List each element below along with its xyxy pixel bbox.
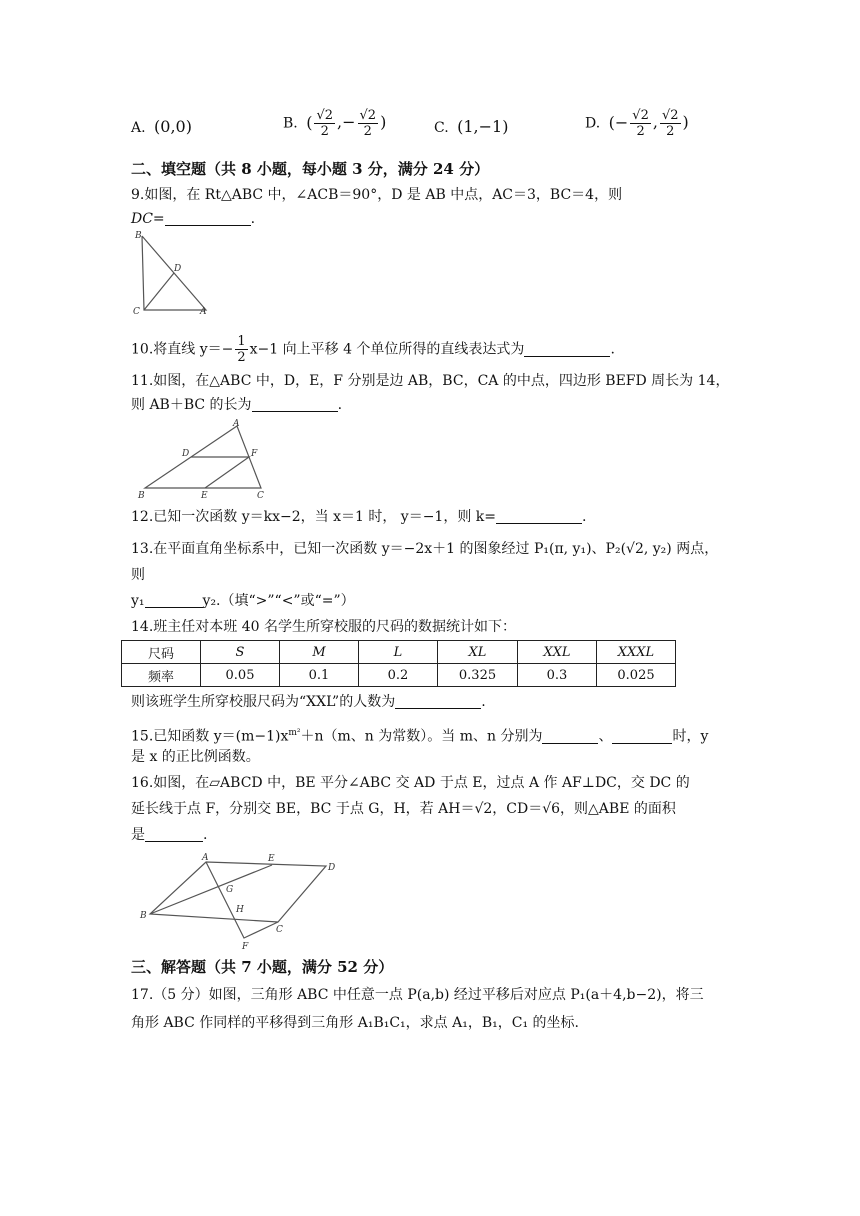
option-c xyxy=(434,118,508,137)
q11-label-b: B xyxy=(138,491,145,500)
q9-period: . xyxy=(250,211,256,227)
q17-line2: 角形 ABC 作同样的平移得到三角形 A₁B₁C₁，求点 A₁，B₁，C₁ 的坐标. xyxy=(131,1015,579,1031)
frac-den: 2 xyxy=(363,124,372,139)
q14-after xyxy=(131,693,486,711)
frac-den: 2 xyxy=(237,350,246,365)
q16-label-f: F xyxy=(242,942,249,952)
q12-period: . xyxy=(582,509,587,525)
frac-num: √2 xyxy=(661,108,679,123)
q12-answer-blank[interactable] xyxy=(496,509,582,524)
q16-label-b: B xyxy=(140,911,147,921)
option-d-close: ) xyxy=(682,112,689,132)
option-b-close: ) xyxy=(380,112,387,132)
q10-frac xyxy=(235,334,247,365)
frac-den: 2 xyxy=(636,124,645,139)
option-b-label: B. xyxy=(283,115,298,132)
table-row xyxy=(122,664,676,687)
q16-answer-blank[interactable] xyxy=(145,827,203,842)
q13-line2: 则 xyxy=(131,567,145,583)
option-b-frac2 xyxy=(358,108,379,139)
q16-line2: 延长线于点 F，分别交 BE，BC 于点 G，H，若 AH＝√2，CD＝√6，则△ABE 的面积 xyxy=(131,801,676,817)
option-a-text: (0,0) xyxy=(154,117,192,136)
q11-line2-text: 则 AB＋BC 的长为 xyxy=(131,397,252,413)
q16-label-d: D xyxy=(328,863,336,873)
q14-intro: 14.班主任对本班 40 名学生所穿校服的尺码的数据统计如下： xyxy=(131,619,516,635)
q15-text-c: 时，y xyxy=(672,728,709,745)
frac-num: 1 xyxy=(237,334,246,349)
q15-text-b: ＋n（m、n 为常数）。当 m、n 分别为 xyxy=(300,728,543,745)
q16-label-e: E xyxy=(268,854,275,864)
option-b xyxy=(283,108,386,139)
q11-label-c: C xyxy=(257,491,264,500)
option-c-text: (1,−1) xyxy=(457,117,509,136)
option-d-label: D. xyxy=(585,115,601,132)
q11-line2 xyxy=(131,396,342,414)
q14-after-text: 则该班学生所穿校服尺码为“XXL”的人数为 xyxy=(131,694,396,710)
table-cell: 0.325 xyxy=(438,664,518,687)
q11-label-d: D xyxy=(182,449,190,459)
table-cell: 0.1 xyxy=(280,664,359,687)
q13-y1: y₁ xyxy=(131,593,145,609)
option-b-frac1 xyxy=(314,108,335,139)
q15-text-a: 15.已知函数 y＝(m−1)x xyxy=(131,728,289,745)
q9-line2 xyxy=(131,210,255,228)
option-c-label: C. xyxy=(434,120,449,136)
q11-answer-blank[interactable] xyxy=(252,397,338,412)
option-d-comma: , xyxy=(652,112,658,132)
frac-den: 2 xyxy=(666,124,675,139)
q15-line1 xyxy=(131,724,708,746)
option-d-frac2 xyxy=(660,108,681,139)
q10-suffix: x−1 向上平移 4 个单位所得的直线表达式为 xyxy=(249,341,525,358)
q13-y2-hint: y₂.（填“>”“<”或“=”） xyxy=(202,593,355,609)
q16-label-a: A xyxy=(202,853,209,863)
q9-label-b: B xyxy=(135,231,142,241)
q16-line1: 16.如图，在▱ABCD 中，BE 平分∠ABC 交 AD 于点 E，过点 A 作 AF⊥DC，交 DC 的 xyxy=(131,775,690,791)
q16-label-c: C xyxy=(276,925,283,935)
table-header-cell: XL xyxy=(438,641,518,664)
q13-line1: 13.在平面直角坐标系中，已知一次函数 y＝−2x＋1 的图象经过 P₁(π, y₁)、P₂(√2, y₂) 两点， xyxy=(131,541,719,557)
q9-dc-label: DC= xyxy=(131,211,165,227)
q10-line xyxy=(131,334,615,365)
q12-text: 12.已知一次函数 y＝kx−2，当 x＝1 时， y＝−1，则 k= xyxy=(131,509,497,525)
table-cell: 频率 xyxy=(122,664,201,687)
table-cell: 0.05 xyxy=(201,664,280,687)
q13-answer-blank[interactable] xyxy=(145,593,203,608)
table-header-cell: M xyxy=(280,641,359,664)
section-3-title: 三、解答题（共 7 小题，满分 52 分） xyxy=(131,958,394,976)
q9-triangle-figure xyxy=(130,228,210,318)
q15-answer-blank-m[interactable] xyxy=(542,729,598,744)
q13-line3 xyxy=(131,592,355,610)
q10-prefix: 10.将直线 y＝− xyxy=(131,341,234,358)
q9-line1: 9.如图，在 Rt△ABC 中，∠ACB＝90°，D 是 AB 中点，AC＝3，BC＝4，则 xyxy=(131,187,623,203)
q15-exponent: m² xyxy=(288,728,301,738)
q15-line2: 是 x 的正比例函数。 xyxy=(131,749,260,765)
q14-answer-blank[interactable] xyxy=(395,694,481,709)
option-d xyxy=(585,108,689,139)
q11-period: . xyxy=(337,397,343,413)
frac-num: √2 xyxy=(316,108,334,123)
q16-line3 xyxy=(131,826,207,844)
q16-text-a: 是 xyxy=(131,827,145,843)
q11-triangle-figure xyxy=(133,418,273,500)
table-cell: 0.3 xyxy=(518,664,597,687)
q16-period: . xyxy=(203,827,208,843)
table-header-cell: L xyxy=(359,641,438,664)
q9-label-d: D xyxy=(174,264,182,274)
table-header-cell: XXL xyxy=(518,641,597,664)
q15-sep: 、 xyxy=(598,728,613,745)
q9-label-c: C xyxy=(133,307,140,317)
q16-label-h: H xyxy=(236,905,244,915)
q9-label-a: A xyxy=(200,307,207,317)
frac-den: 2 xyxy=(320,124,329,139)
table-row xyxy=(122,641,676,664)
q16-label-g: G xyxy=(226,885,234,895)
option-d-open: (− xyxy=(608,112,629,132)
q17-line1: 17.（5 分）如图，三角形 ABC 中任意一点 P(a,b) 经过平移后对应点 P₁(a＋4,b−2)，将三 xyxy=(131,987,704,1003)
q16-parallelogram-figure xyxy=(136,848,346,952)
q11-label-a: A xyxy=(233,419,240,429)
q11-line1: 11.如图，在△ABC 中，D，E，F 分别是边 AB，BC，CA 的中点，四边形 BEFD 周长为 14， xyxy=(131,373,730,389)
frac-num: √2 xyxy=(359,108,377,123)
option-b-open: ( xyxy=(306,112,313,132)
table-cell: 0.2 xyxy=(359,664,438,687)
q14-size-table xyxy=(121,640,676,687)
table-header-cell: 尺码 xyxy=(122,641,201,664)
q11-label-f: F xyxy=(251,449,258,459)
frac-num: √2 xyxy=(632,108,649,123)
q15-answer-blank-n[interactable] xyxy=(612,729,672,744)
table-header-cell: S xyxy=(201,641,280,664)
option-b-comma: ,− xyxy=(337,112,356,132)
q8-options xyxy=(131,118,192,137)
option-a-label: A. xyxy=(131,120,146,136)
option-d-frac1 xyxy=(630,108,651,139)
q11-label-e: E xyxy=(201,491,208,500)
q10-answer-blank[interactable] xyxy=(524,342,610,357)
q14-period: . xyxy=(481,694,486,710)
q9-answer-blank[interactable] xyxy=(165,211,251,226)
q12-line xyxy=(131,508,586,526)
section-2-title: 二、填空题（共 8 小题，每小题 3 分，满分 24 分） xyxy=(131,160,490,178)
q10-period: . xyxy=(610,341,615,358)
table-header-cell: XXXL xyxy=(597,641,676,664)
table-cell: 0.025 xyxy=(597,664,676,687)
